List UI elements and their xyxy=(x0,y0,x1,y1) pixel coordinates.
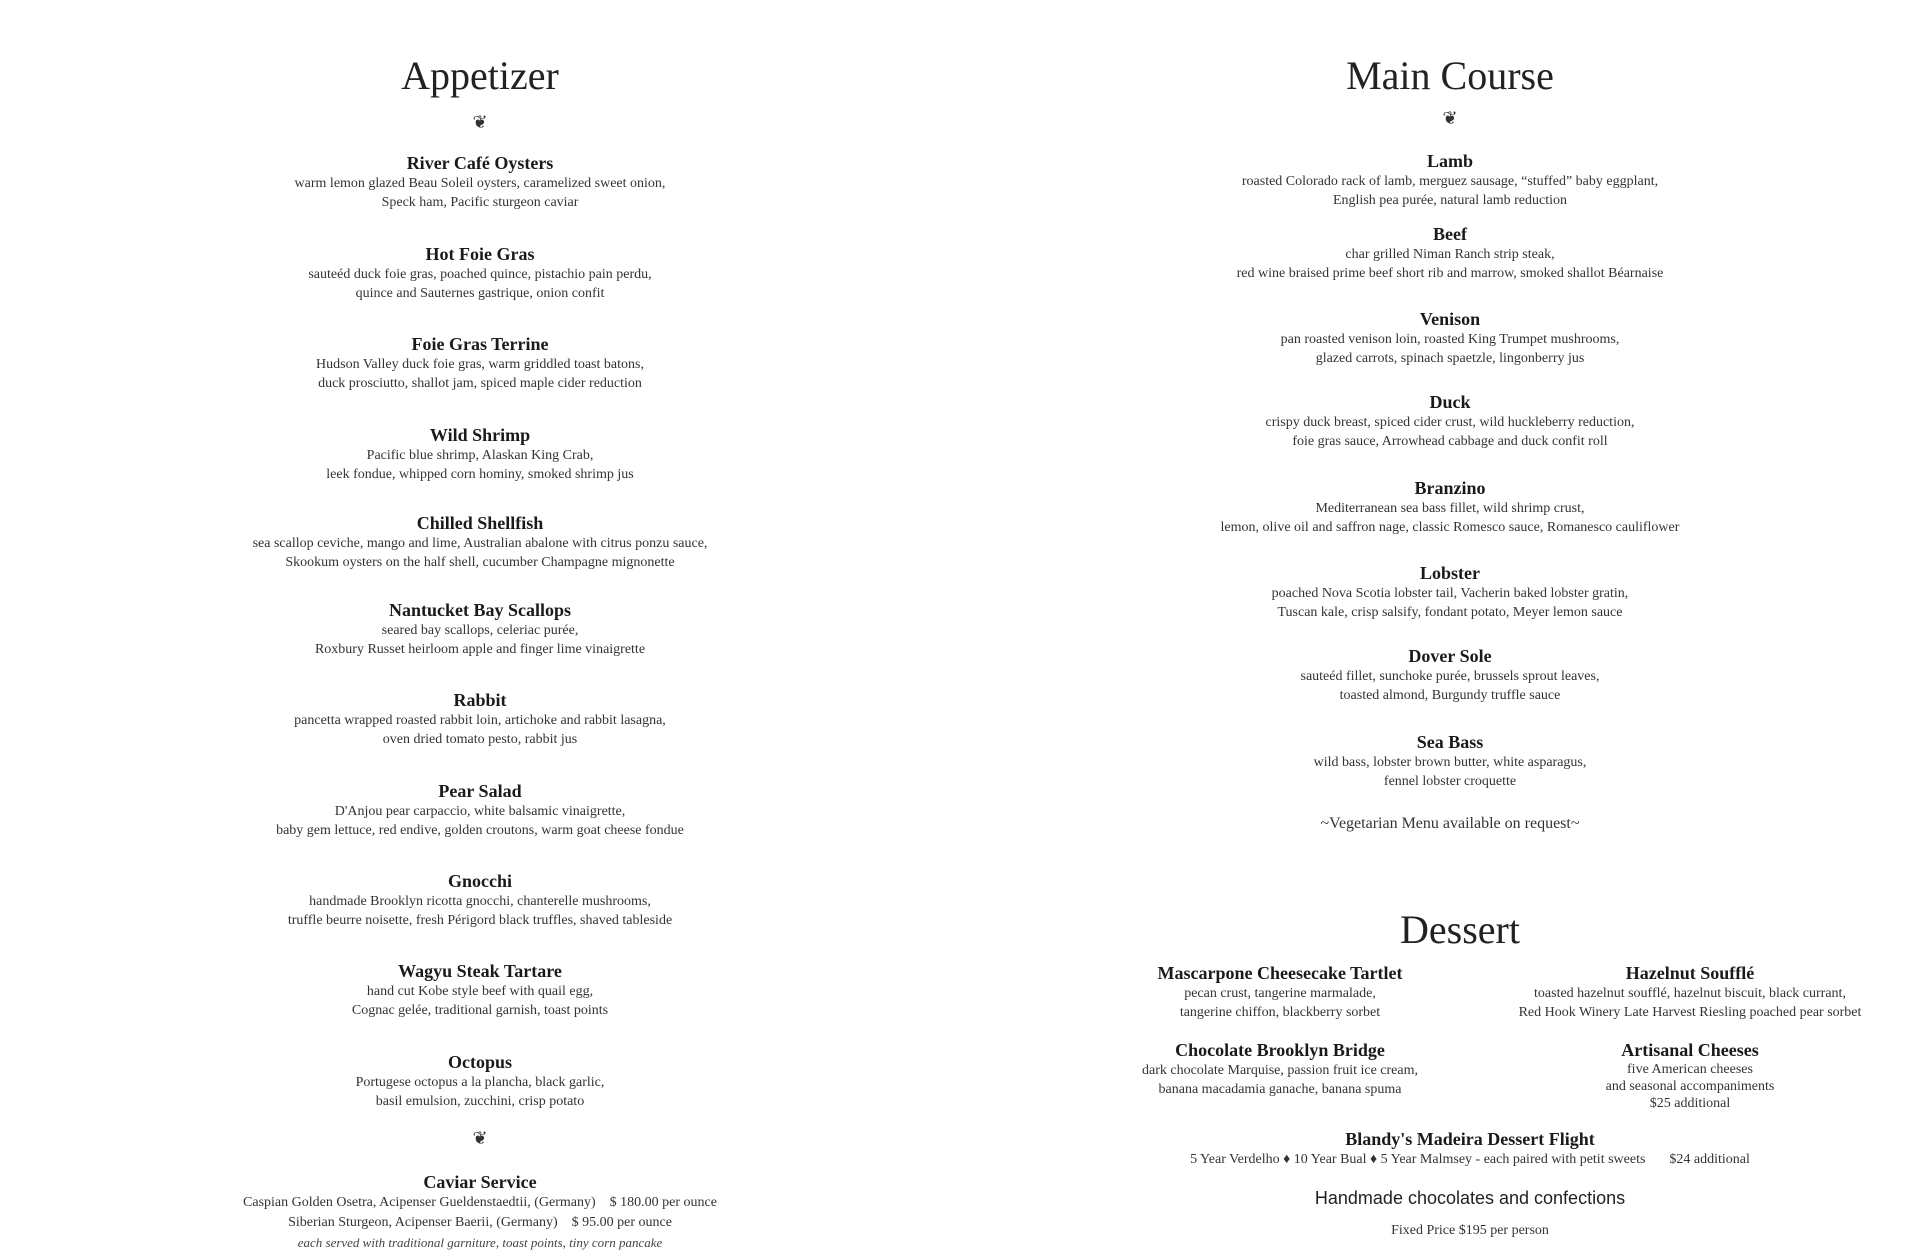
description-line: duck prosciutto, shallot jam, spiced maple cider reduction xyxy=(318,376,642,391)
description-line: baby gem lettuce, red endive, golden croutons, warm goat cheese fondue xyxy=(276,823,684,838)
description-line: tangerine chiffon, blackberry sorbet xyxy=(1179,1005,1381,1020)
description-line: and seasonal accompaniments xyxy=(1605,1079,1775,1094)
caviar-type: Siberian Sturgeon, Acipenser Baerii, (Germany) xyxy=(288,1215,558,1230)
dessert-item xyxy=(1085,1039,1475,1099)
description-line: foie gras sauce, Arrowhead cabbage and duck confit roll xyxy=(1292,434,1608,449)
item-name: Chilled Shellfish xyxy=(416,513,544,533)
madeira-flight xyxy=(1060,1128,1880,1169)
appetizer-heading: Appetizer xyxy=(401,53,559,98)
item-name: Pear Salad xyxy=(438,781,522,801)
item-description xyxy=(130,982,830,1020)
menu-item xyxy=(130,152,830,212)
item-name: Wagyu Steak Tartare xyxy=(398,961,562,981)
item-description xyxy=(1060,584,1840,622)
item-name: Foie Gras Terrine xyxy=(411,334,549,354)
madeira-description: 5 Year Verdelho ♦ 10 Year Bual ♦ 5 Year Malmsey - each paired with petit sweets xyxy=(1190,1152,1646,1167)
caviar-price: $ 180.00 per ounce xyxy=(609,1195,717,1210)
menu-item xyxy=(130,599,830,659)
item-description xyxy=(1060,172,1840,210)
item-name: Gnocchi xyxy=(447,871,512,891)
item-name: Artisanal Cheeses xyxy=(1621,1040,1759,1060)
item-name: Branzino xyxy=(1414,478,1486,498)
description-line: toasted hazelnut soufflé, hazelnut biscuit, black currant, xyxy=(1534,986,1846,1001)
menu-item xyxy=(130,1051,830,1111)
description-line: Cognac gelée, traditional garnish, toast points xyxy=(351,1003,609,1018)
menu-item xyxy=(130,780,830,840)
flourish-ornament-icon: ❦ xyxy=(472,112,488,132)
caviar-row xyxy=(130,1193,830,1213)
description-line: red wine braised prime beef short rib and marrow, smoked shallot Béarnaise xyxy=(1236,266,1664,281)
item-description xyxy=(1085,984,1475,1022)
description-line: pecan crust, tangerine marmalade, xyxy=(1184,986,1376,1001)
menu-item xyxy=(1060,150,1840,210)
description-line: hand cut Kobe style beef with quail egg, xyxy=(366,984,594,999)
item-name: Beef xyxy=(1433,224,1467,244)
item-description xyxy=(1470,984,1910,1022)
caviar-type: Caspian Golden Osetra, Acipenser Gueldenstaedtii, (Germany) xyxy=(243,1195,596,1210)
item-description xyxy=(130,174,830,212)
item-name: Octopus xyxy=(447,1052,512,1072)
flourish-ornament-icon: ❦ xyxy=(472,1128,488,1148)
description-line: $25 additional xyxy=(1649,1096,1731,1111)
description-line: banana macadamia ganache, banana spuma xyxy=(1158,1082,1402,1097)
description-line: Red Hook Winery Late Harvest Riesling poached pear sorbet xyxy=(1518,1005,1862,1020)
item-name: Lamb xyxy=(1426,151,1473,171)
item-name: Rabbit xyxy=(453,690,507,710)
item-name: Nantucket Bay Scallops xyxy=(388,600,572,620)
description-line: sauteéd duck foie gras, poached quince, pistachio pain perdu, xyxy=(308,267,652,282)
description-line: warm lemon glazed Beau Soleil oysters, caramelized sweet onion, xyxy=(294,176,666,191)
item-description xyxy=(1060,667,1840,705)
menu-item xyxy=(130,960,830,1020)
item-description xyxy=(130,355,830,393)
description-line: poached Nova Scotia lobster tail, Vacherin baked lobster gratin, xyxy=(1271,586,1629,601)
menu-item xyxy=(1060,477,1840,537)
item-description xyxy=(130,1073,830,1111)
description-line: pan roasted venison loin, roasted King Trumpet mushrooms, xyxy=(1280,332,1620,347)
description-line: Pacific blue shrimp, Alaskan King Crab, xyxy=(366,448,594,463)
item-name: Wild Shrimp xyxy=(429,425,531,445)
description-line: fennel lobster croquette xyxy=(1383,774,1517,789)
item-name: River Café Oysters xyxy=(406,153,554,173)
description-line: crispy duck breast, spiced cider crust, wild huckleberry reduction, xyxy=(1265,415,1635,430)
chocolates-note: Handmade chocolates and confections xyxy=(1314,1188,1626,1208)
description-line: dark chocolate Marquise, passion fruit ice cream, xyxy=(1141,1063,1418,1078)
caviar-price: $ 95.00 per ounce xyxy=(571,1215,672,1230)
description-line: handmade Brooklyn ricotta gnocchi, chanterelle mushrooms, xyxy=(309,894,651,909)
item-name: Hot Foie Gras xyxy=(425,244,535,264)
description-line: basil emulsion, zucchini, crisp potato xyxy=(375,1094,585,1109)
dessert-item xyxy=(1470,962,1910,1022)
description-line: oven dried tomato pesto, rabbit jus xyxy=(382,732,578,747)
description-line: lemon, olive oil and saffron nage, classic Romesco sauce, Romanesco cauliflower xyxy=(1220,520,1680,535)
item-name: Caviar Service xyxy=(423,1172,537,1192)
description-line: Tuscan kale, crisp salsify, fondant potato, Meyer lemon sauce xyxy=(1277,605,1623,620)
item-name: Chocolate Brooklyn Bridge xyxy=(1175,1040,1385,1060)
item-description xyxy=(1060,330,1840,368)
item-name: Sea Bass xyxy=(1416,732,1484,752)
description-line: sea scallop ceviche, mango and lime, Australian abalone with citrus ponzu sauce, xyxy=(252,536,708,551)
menu-item xyxy=(130,870,830,930)
item-name: Hazelnut Soufflé xyxy=(1625,963,1755,983)
item-description xyxy=(1060,753,1840,791)
description-line: Mediterranean sea bass fillet, wild shrimp crust, xyxy=(1315,501,1585,516)
caviar-service xyxy=(130,1171,830,1253)
main-course-heading: Main Course xyxy=(1346,53,1554,98)
item-name: Mascarpone Cheesecake Tartlet xyxy=(1157,963,1403,983)
item-description xyxy=(1060,245,1840,283)
item-description xyxy=(1060,413,1840,451)
item-description xyxy=(1060,499,1840,537)
item-name: Duck xyxy=(1429,392,1471,412)
dessert-item xyxy=(1085,962,1475,1022)
dessert-item xyxy=(1470,1039,1910,1112)
description-line: glazed carrots, spinach spaetzle, lingonberry jus xyxy=(1315,351,1585,366)
description-line: wild bass, lobster brown butter, white asparagus, xyxy=(1313,755,1587,770)
description-line: Roxbury Russet heirloom apple and finger lime vinaigrette xyxy=(314,642,646,657)
item-description xyxy=(1085,1061,1475,1099)
description-line: D'Anjou pear carpaccio, white balsamic vinaigrette, xyxy=(334,804,626,819)
fixed-price: Fixed Price $195 per person xyxy=(1391,1223,1549,1238)
description-line: pancetta wrapped roasted rabbit loin, artichoke and rabbit lasagna, xyxy=(294,713,666,728)
menu-item xyxy=(1060,562,1840,622)
menu-item xyxy=(1060,308,1840,368)
description-line: seared bay scallops, celeriac purée, xyxy=(381,623,579,638)
item-description xyxy=(130,446,830,484)
description-line: Skookum oysters on the half shell, cucumber Champagne mignonette xyxy=(285,555,675,570)
dessert-heading: Dessert xyxy=(1400,907,1520,952)
item-description xyxy=(130,1193,830,1253)
menu-item xyxy=(130,333,830,393)
menu-item xyxy=(1060,645,1840,705)
menu-item xyxy=(1060,391,1840,451)
item-description xyxy=(1470,1061,1910,1112)
item-name: Venison xyxy=(1419,309,1481,329)
item-description xyxy=(130,711,830,749)
item-description xyxy=(130,802,830,840)
item-name: Lobster xyxy=(1420,563,1480,583)
menu-item xyxy=(130,689,830,749)
item-description xyxy=(130,621,830,659)
item-description xyxy=(130,534,830,572)
item-description xyxy=(1060,1150,1880,1169)
item-name: Blandy's Madeira Dessert Flight xyxy=(1345,1129,1595,1149)
description-line: English pea purée, natural lamb reduction xyxy=(1332,193,1568,208)
flourish-ornament-icon: ❦ xyxy=(1442,108,1458,128)
description-line: sauteéd fillet, sunchoke purée, brussels sprout leaves, xyxy=(1300,669,1600,684)
description-line: truffle beurre noisette, fresh Périgord black truffles, shaved tableside xyxy=(287,913,673,928)
menu-item xyxy=(130,512,830,572)
description-line: Speck ham, Pacific sturgeon caviar xyxy=(381,195,579,210)
madeira-price: $24 additional xyxy=(1669,1152,1750,1167)
description-line: roasted Colorado rack of lamb, merguez sausage, “stuffed” baby eggplant, xyxy=(1241,174,1659,189)
description-line: char grilled Niman Ranch strip steak, xyxy=(1345,247,1555,262)
menu-item xyxy=(130,243,830,303)
item-name: Dover Sole xyxy=(1408,646,1492,666)
description-line: leek fondue, whipped corn hominy, smoked shrimp jus xyxy=(326,467,634,482)
item-description xyxy=(130,265,830,303)
description-line: five American cheeses xyxy=(1627,1062,1753,1077)
description-line: Portugese octopus a la plancha, black garlic, xyxy=(355,1075,605,1090)
caviar-footnote: each served with traditional garniture, toast points, tiny corn pancake xyxy=(297,1235,663,1250)
vegetarian-note: ~Vegetarian Menu available on request~ xyxy=(1320,815,1580,832)
description-line: toasted almond, Burgundy truffle sauce xyxy=(1339,688,1561,703)
description-line: quince and Sauternes gastrique, onion confit xyxy=(355,286,605,301)
caviar-row xyxy=(130,1213,830,1233)
menu-item xyxy=(130,424,830,484)
description-line: Hudson Valley duck foie gras, warm griddled toast batons, xyxy=(316,357,644,372)
menu-item xyxy=(1060,223,1840,283)
item-description xyxy=(130,892,830,930)
menu-item xyxy=(1060,731,1840,791)
